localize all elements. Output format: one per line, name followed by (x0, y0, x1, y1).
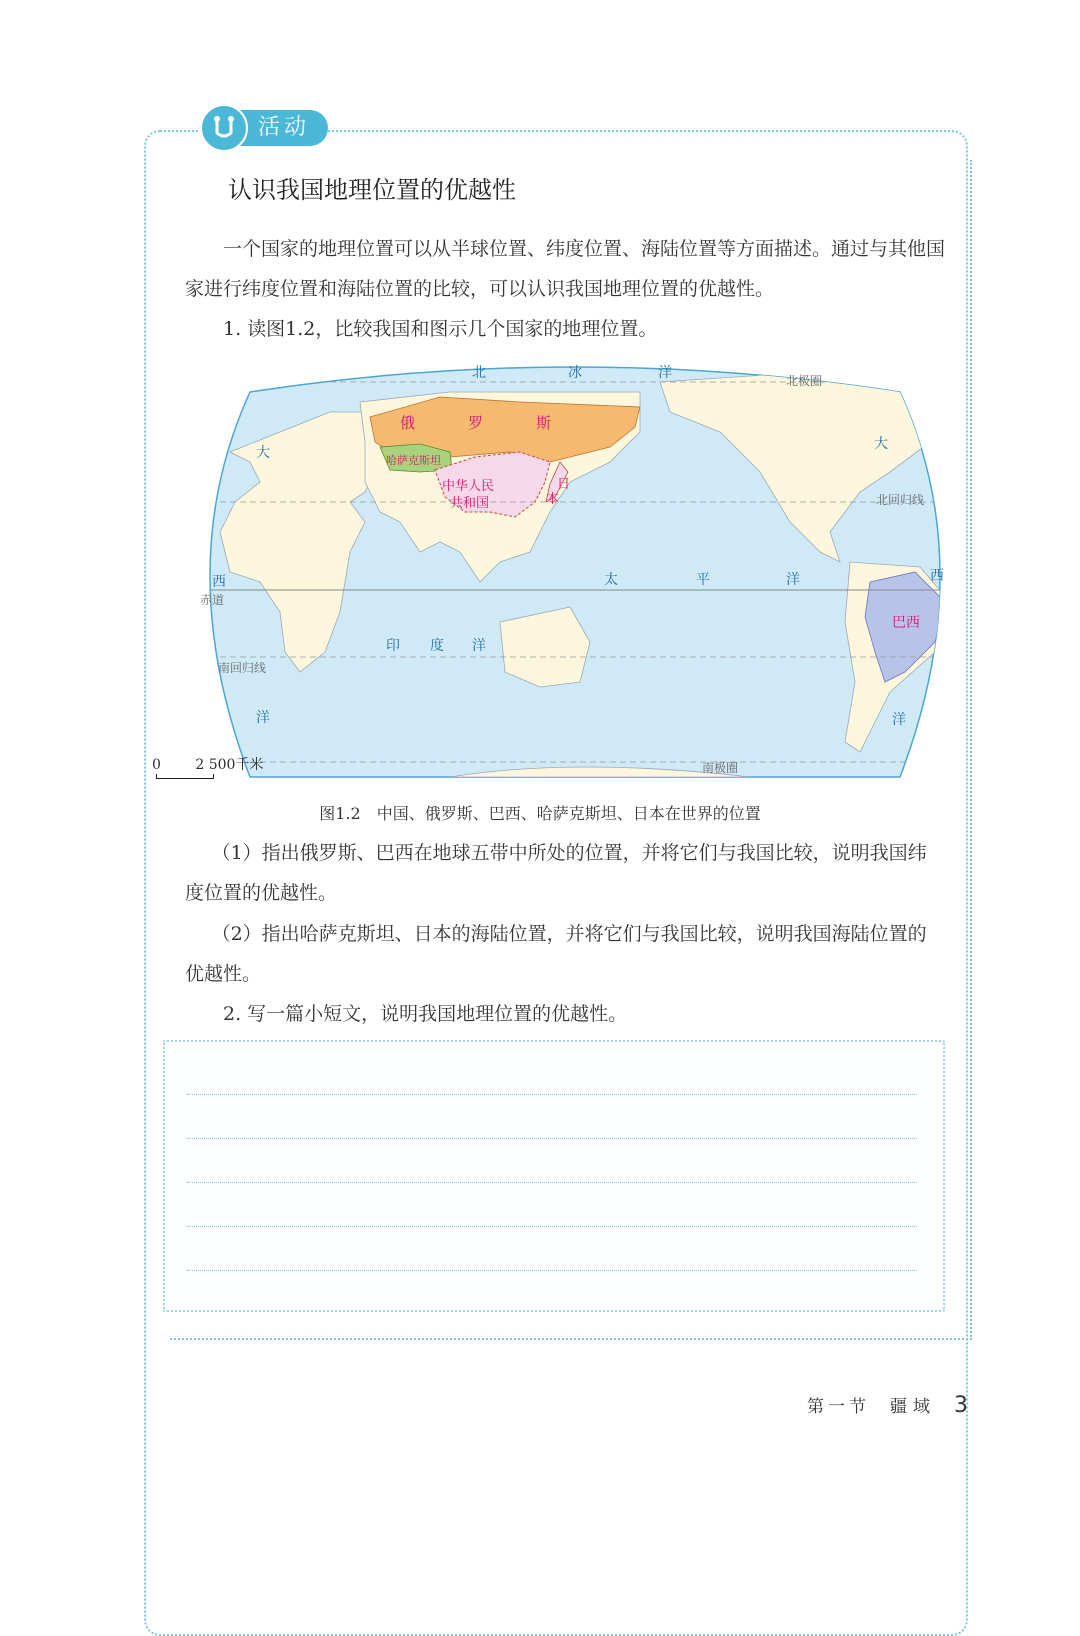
label-japan-2: 本 (546, 492, 560, 507)
label-russia-3: 斯 (536, 414, 552, 432)
activity-label: 活动 (238, 110, 328, 146)
label-tropic-capricorn: 南回归线 (218, 661, 267, 675)
footer-section: 第一节 (807, 1397, 870, 1417)
label-pacific-3: 洋 (786, 572, 800, 588)
page-footer (807, 1392, 968, 1418)
label-pacific-2: 平 (696, 572, 710, 588)
activity-badge (200, 104, 328, 152)
page-number: 3 (954, 1393, 968, 1418)
panel-shadow-right (970, 160, 972, 1340)
label-kazakhstan: 哈萨克斯坦 (386, 454, 441, 467)
scale-bar (156, 774, 214, 779)
label-arctic-circle: 北极圈 (786, 374, 823, 388)
answer-line (187, 1138, 917, 1139)
answer-line (187, 1270, 917, 1271)
label-atlantic-right-3: 洋 (892, 712, 906, 728)
label-atlantic-left-2: 西 (212, 574, 226, 590)
sub-question-2: （2）指出哈萨克斯坦、日本的海陆位置，并将它们与我国比较，说明我国海陆位置的优越性。 (185, 923, 927, 985)
label-japan-1: 日 (557, 477, 571, 492)
label-arctic-2: 冰 (568, 365, 582, 381)
world-map (190, 352, 960, 784)
label-russia-2: 罗 (468, 414, 484, 432)
sub-question-1: （1）指出俄罗斯、巴西在地球五带中所处的位置，并将它们与我国比较，说明我国纬度位置的优越性。 (185, 842, 927, 904)
figure-caption: 图1.2 中国、俄罗斯、巴西、哈萨克斯坦、日本在世界的位置 (319, 804, 761, 823)
answer-line (187, 1094, 917, 1095)
label-atlantic-right-1: 大 (874, 436, 888, 452)
label-indian-1: 印 (386, 638, 400, 654)
map-scale (152, 754, 263, 774)
label-antarctic-circle: 南极圈 (702, 761, 739, 775)
label-tropic-cancer: 北回归线 (876, 493, 925, 507)
land-australia (500, 607, 590, 687)
label-china-1: 中华人民 (442, 479, 495, 494)
question-1: 1. 读图1.2，比较我国和图示几个国家的地理位置。 (223, 318, 658, 340)
activity-title: 认识我国地理位置的优越性 (228, 176, 516, 204)
answer-line (187, 1182, 917, 1183)
activity-icon (200, 104, 248, 152)
label-china-2: 共和国 (450, 496, 490, 511)
label-pacific-1: 太 (604, 572, 618, 588)
panel-shadow-bottom (170, 1338, 972, 1340)
question-2: 2. 写一篇小短文，说明我国地理位置的优越性。 (223, 1003, 628, 1025)
label-indian-2: 度 (430, 638, 444, 654)
answer-line (187, 1226, 917, 1227)
scale-value: 2 500千米 (195, 757, 264, 773)
label-arctic-3: 洋 (658, 365, 672, 381)
footer-chapter: 疆域 (890, 1397, 936, 1417)
label-atlantic-right-2: 西 (930, 568, 944, 584)
intro-paragraph: 一个国家的地理位置可以从半球位置、纬度位置、海陆位置等方面描述。通过与其他国家进行纬度位置和海陆位置的比较，可以认识我国地理位置的优越性。 (185, 238, 946, 300)
scale-zero: 0 (152, 757, 161, 773)
label-indian-3: 洋 (472, 638, 486, 654)
label-equator: 赤道 (200, 593, 225, 607)
label-arctic-1: 北 (472, 365, 486, 381)
label-brazil: 巴西 (892, 615, 920, 631)
label-atlantic-left-3: 洋 (256, 710, 270, 726)
label-atlantic-left-1: 大 (256, 445, 270, 461)
label-russia-1: 俄 (400, 414, 416, 432)
answer-box[interactable] (163, 1040, 945, 1312)
